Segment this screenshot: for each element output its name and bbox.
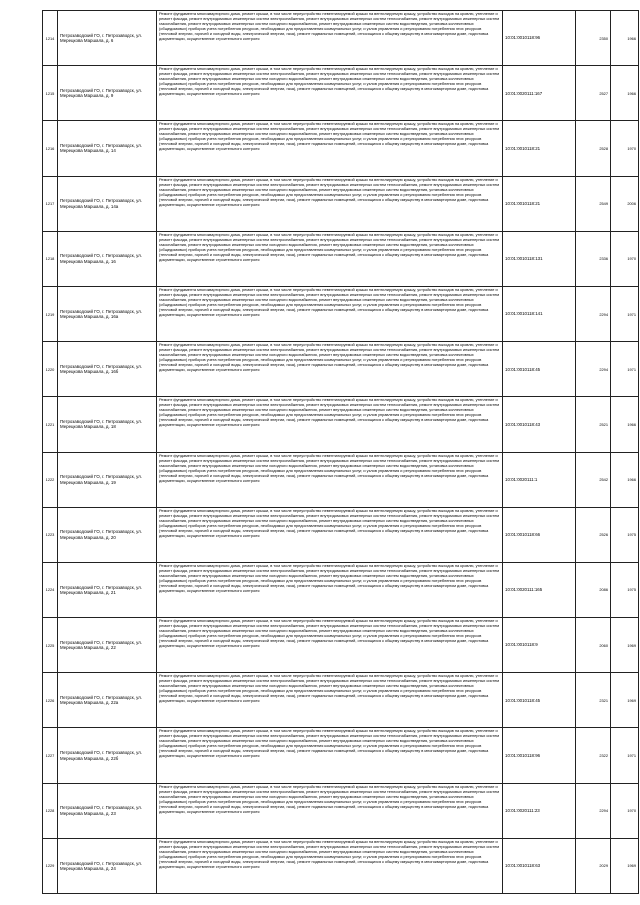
address-cell bbox=[58, 507, 157, 562]
area-cell bbox=[576, 562, 611, 617]
row-number: 1219 bbox=[45, 311, 55, 317]
address-text: Петрозаводский ГО, г. Петрозаводск, ул. Мерецкова Маршала, д. 24 bbox=[60, 860, 143, 871]
table-row bbox=[43, 507, 639, 562]
cadastral-number: 10:01:0010118:21 bbox=[505, 200, 541, 206]
year-value: 1970 bbox=[627, 256, 636, 262]
address-text: Петрозаводский ГО, г. Петрозаводск, ул. Мерецкова Маршала, д. 14а bbox=[60, 198, 143, 209]
year-value: 1971 bbox=[627, 753, 636, 759]
area-cell bbox=[576, 397, 611, 452]
works-cell bbox=[157, 507, 503, 562]
cadastral-cell bbox=[503, 507, 576, 562]
area-cell bbox=[576, 507, 611, 562]
year-cell bbox=[611, 397, 639, 452]
works-cell bbox=[157, 673, 503, 728]
year-cell bbox=[611, 507, 639, 562]
works-cell bbox=[157, 618, 503, 673]
works-cell bbox=[157, 728, 503, 783]
works-text: Ремонт фундамента многоквартирного дома, ремонт крыши, в том числе переустройство невентилируемой крыши на вентилируемую крышу, устройство выходов на кровлю, утепление и ремонт фасада, ремонт внутридомовых инженерных систем электроснабжения, ремонт внутридомовых инженерных систем теплоснабжения, ремонт внутридомовых инженерных систем газоснабжения, ремонт внутридомовых инженерных систем холодного водоснабжения, ремонт внутридомовых инженерных систем водоотведения, установка коллективных (общедомовых) приборов учета потребления ресурсов, необходимых для предоставления коммунальных услуг, и узлов управления и регулирования потребления этих ресурсов (тепловой энергии, горячей и холодной воды, электрической энергии, газа), ремонт подвальных помещений, относящихся к общему имуществу в многоквартирном доме, подготовка документации, осуществление строительного контроля bbox=[159, 673, 500, 704]
row-number: 1228 bbox=[45, 808, 55, 814]
works-cell bbox=[157, 176, 503, 231]
area-value: 2521 bbox=[599, 421, 608, 427]
area-cell bbox=[576, 838, 611, 893]
cadastral-number: 10:01:0020111:23 bbox=[505, 808, 540, 814]
area-value: 2322 bbox=[599, 753, 608, 759]
cadastral-number: 10:01:0010118:45 bbox=[505, 366, 541, 372]
works-cell bbox=[157, 286, 503, 341]
row-number: 1217 bbox=[45, 201, 55, 207]
address-text: Петрозаводский ГО, г. Петрозаводск, ул. Мерецкова Маршала, д. 9 bbox=[60, 87, 143, 99]
cadastral-cell bbox=[503, 231, 576, 286]
address-text: Петрозаводский ГО, г. Петрозаводск, ул. Мерецкова Маршала, д. 6 bbox=[60, 32, 143, 44]
year-value: 1966 bbox=[627, 35, 636, 41]
works-text: Ремонт фундамента многоквартирного дома, ремонт крыши, в том числе переустройство невентилируемой крыши на вентилируемую крышу, устройство выходов на кровлю, утепление и ремонт фасада, ремонт внутридомовых инженерных систем электроснабжения, ремонт внутридомовых инженерных систем теплоснабжения, ремонт внутридомовых инженерных систем газоснабжения, ремонт внутридомовых инженерных систем холодного водоснабжения, ремонт внутридомовых инженерных систем водоотведения, установка коллективных (общедомовых) приборов учета потребления ресурсов, необходимых для предоставления коммунальных услуг, и узлов управления и регулирования потребления этих ресурсов (тепловой энергии, горячей и холодной воды, электрической энергии, газа), ремонт подвальных помещений, относящихся к общему имуществу в многоквартирном доме, подготовка документации, осуществление строительного контроля bbox=[159, 452, 500, 483]
cadastral-number: 10:01:0020111:165 bbox=[505, 587, 543, 593]
address-text: Петрозаводский ГО, г. Петрозаводск, ул. Мерецкова Маршала, д. 16б bbox=[60, 363, 143, 375]
works-text: Ремонт фундамента многоквартирного дома, ремонт крыши, в том числе переустройство невентилируемой крыши на вентилируемую крышу, устройство выходов на кровлю, утепление и ремонт фасада, ремонт внутридомовых инженерных систем электроснабжения, ремонт внутридомовых инженерных систем теплоснабжения, ремонт внутридомовых инженерных систем газоснабжения, ремонт внутридомовых инженерных систем холодного водоснабжения, ремонт внутридомовых инженерных систем водоотведения, установка коллективных (общедомовых) приборов учета потребления ресурсов, необходимых для предоставления коммунальных услуг, и узлов управления и регулирования потребления этих ресурсов (тепловой энергии, горячей и холодной воды, электрической энергии, газа), ремонт подвальных помещений, относящихся к общему имуществу в многоквартирном доме, подготовка документации, осуществление строительного контроля bbox=[159, 562, 500, 593]
cadastral-number: 10:01:0010118:96 bbox=[505, 35, 541, 41]
address-text: Петрозаводский ГО, г. Петрозаводск, ул. Мерецкова Маршала, д. 21 bbox=[60, 584, 143, 595]
area-cell bbox=[576, 176, 611, 231]
area-cell bbox=[576, 342, 611, 397]
area-value: 2294 bbox=[599, 808, 608, 814]
year-value: 1971 bbox=[627, 311, 636, 317]
cadastral-number: 10:01:0010118:63 bbox=[505, 863, 541, 869]
row-number-cell bbox=[43, 452, 58, 507]
year-value: 1970 bbox=[627, 808, 636, 814]
row-number-cell bbox=[43, 783, 58, 838]
cadastral-cell bbox=[503, 452, 576, 507]
table-row bbox=[43, 397, 639, 452]
address-cell bbox=[58, 397, 157, 452]
row-number: 1224 bbox=[45, 587, 55, 593]
register-table-body bbox=[43, 11, 639, 894]
address-text: Петрозаводский ГО, г. Петрозаводск, ул. Мерецкова Маршала, д. 16а bbox=[60, 308, 143, 320]
address-cell bbox=[58, 783, 157, 838]
row-number-cell bbox=[43, 397, 58, 452]
year-cell bbox=[611, 286, 639, 341]
row-number-cell bbox=[43, 231, 58, 286]
year-value: 1969 bbox=[627, 697, 636, 703]
year-cell bbox=[611, 452, 639, 507]
year-cell bbox=[611, 618, 639, 673]
area-value: 2321 bbox=[599, 697, 608, 703]
row-number-cell bbox=[43, 507, 58, 562]
year-value: 1970 bbox=[627, 145, 636, 151]
row-number: 1229 bbox=[45, 863, 55, 869]
address-cell bbox=[58, 452, 157, 507]
table-row bbox=[43, 11, 639, 66]
address-cell bbox=[58, 121, 157, 176]
works-text: Ремонт фундамента многоквартирного дома, ремонт крыши, в том числе переустройство невентилируемой крыши на вентилируемую крышу, устройство выходов на кровлю, утепление и ремонт фасада, ремонт внутридомовых инженерных систем электроснабжения, ремонт внутридомовых инженерных систем теплоснабжения, ремонт внутридомовых инженерных систем газоснабжения, ремонт внутридомовых инженерных систем холодного водоснабжения, ремонт внутридомовых инженерных систем водоотведения, установка коллективных (общедомовых) приборов учета потребления ресурсов, необходимых для предоставления коммунальных услуг, и узлов управления и регулирования потребления этих ресурсов (тепловой энергии, горячей и холодной воды, электрической энергии, газа), ремонт подвальных помещений, относящихся к общему имуществу в многоквартирном доме, подготовка документации, осуществление строительного контроля bbox=[159, 618, 500, 649]
address-cell bbox=[58, 728, 157, 783]
row-number: 1214 bbox=[45, 35, 55, 41]
area-cell bbox=[576, 231, 611, 286]
table-row bbox=[43, 618, 639, 673]
row-number-cell bbox=[43, 673, 58, 728]
year-cell bbox=[611, 121, 639, 176]
year-cell bbox=[611, 176, 639, 231]
row-number-cell bbox=[43, 728, 58, 783]
area-value: 2029 bbox=[599, 863, 608, 869]
area-value: 2528 bbox=[599, 145, 608, 151]
cadastral-cell bbox=[503, 618, 576, 673]
address-cell bbox=[58, 231, 157, 286]
cadastral-cell bbox=[503, 11, 576, 66]
year-value: 1969 bbox=[627, 863, 636, 869]
area-value: 2549 bbox=[599, 201, 608, 207]
works-text: Ремонт фундамента многоквартирного дома, ремонт крыши, в том числе переустройство невентилируемой крыши на вентилируемую крышу, устройство выходов на кровлю, утепление и ремонт фасада, ремонт внутридомовых инженерных систем электроснабжения, ремонт внутридомовых инженерных систем теплоснабжения, ремонт внутридомовых инженерных систем газоснабжения, ремонт внутридомовых инженерных систем холодного водоснабжения, ремонт внутридомовых инженерных систем водоотведения, установка коллективных (общедомовых) приборов учета потребления ресурсов, необходимых для предоставления коммунальных услуг, и узлов управления и регулирования потребления этих ресурсов (тепловой энергии, горячей и холодной воды, электрической энергии, газа), ремонт подвальных помещений, относящихся к общему имуществу в многоквартирном доме, подготовка документации, осуществление строительного контроля bbox=[159, 397, 500, 428]
cadastral-number: 10:01:0020111:1 bbox=[505, 476, 538, 482]
works-text: Ремонт фундамента многоквартирного дома, ремонт крыши, в том числе переустройство невентилируемой крыши на вентилируемую крышу, устройство выходов на кровлю, утепление и ремонт фасада, ремонт внутридомовых инженерных систем электроснабжения, ремонт внутридомовых инженерных систем теплоснабжения, ремонт внутридомовых инженерных систем газоснабжения, ремонт внутридомовых инженерных систем холодного водоснабжения, ремонт внутридомовых инженерных систем водоотведения, установка коллективных (общедомовых) приборов учета потребления ресурсов, необходимых для предоставления коммунальных услуг, и узлов управления и регулирования потребления этих ресурсов (тепловой энергии, горячей и холодной воды, электрической энергии, газа), ремонт подвальных помещений, относящихся к общему имуществу в многоквартирном доме, подготовка документации, осуществление строительного контроля bbox=[159, 507, 500, 538]
area-value: 2350 bbox=[599, 35, 608, 41]
row-number-cell bbox=[43, 838, 58, 893]
address-text: Петрозаводский ГО, г. Петрозаводск, ул. Мерецкова Маршала, д. 18 bbox=[60, 419, 143, 430]
address-text: Петрозаводский ГО, г. Петрозаводск, ул. Мерецкова Маршала, д. 22 bbox=[60, 639, 143, 651]
cadastral-number: 10:01:0010118:43 bbox=[505, 421, 541, 427]
works-text: Ремонт фундамента многоквартирного дома, ремонт крыши, в том числе переустройство невентилируемой крыши на вентилируемую крышу, устройство выходов на кровлю, утепление и ремонт фасада, ремонт внутридомовых инженерных систем электроснабжения, ремонт внутридомовых инженерных систем теплоснабжения, ремонт внутридомовых инженерных систем газоснабжения, ремонт внутридомовых инженерных систем холодного водоснабжения, ремонт внутридомовых инженерных систем водоотведения, установка коллективных (общедомовых) приборов учета потребления ресурсов, необходимых для предоставления коммунальных услуг, и узлов управления и регулирования потребления этих ресурсов (тепловой энергии, горячей и холодной воды, электрической энергии, газа), ремонт подвальных помещений, относящихся к общему имуществу в многоквартирном доме, подготовка документации, осуществление строительного контроля bbox=[159, 231, 500, 262]
area-cell bbox=[576, 11, 611, 66]
row-number-cell bbox=[43, 66, 58, 121]
row-number: 1218 bbox=[45, 256, 55, 262]
row-number-cell bbox=[43, 121, 58, 176]
row-number-cell bbox=[43, 286, 58, 341]
address-text: Петрозаводский ГО, г. Петрозаводск, ул. Мерецкова Маршала, д. 16 bbox=[60, 253, 143, 264]
row-number: 1216 bbox=[45, 145, 55, 151]
works-cell bbox=[157, 11, 503, 66]
address-cell bbox=[58, 838, 157, 893]
cadastral-cell bbox=[503, 783, 576, 838]
year-value: 1971 bbox=[627, 366, 636, 372]
year-cell bbox=[611, 783, 639, 838]
cadastral-number: 10:01:0010118:131 bbox=[505, 256, 543, 262]
area-cell bbox=[576, 618, 611, 673]
area-cell bbox=[576, 66, 611, 121]
address-cell bbox=[58, 66, 157, 121]
cadastral-cell bbox=[503, 397, 576, 452]
year-value: 2006 bbox=[627, 201, 636, 207]
address-cell bbox=[58, 562, 157, 617]
area-cell bbox=[576, 452, 611, 507]
cadastral-cell bbox=[503, 66, 576, 121]
row-number: 1226 bbox=[45, 697, 55, 703]
area-cell bbox=[576, 121, 611, 176]
area-value: 2086 bbox=[599, 587, 608, 593]
row-number: 1222 bbox=[45, 477, 55, 483]
table-row bbox=[43, 452, 639, 507]
register-sheet bbox=[42, 10, 636, 894]
cadastral-cell bbox=[503, 176, 576, 231]
row-number: 1220 bbox=[45, 366, 55, 372]
area-cell bbox=[576, 783, 611, 838]
row-number: 1225 bbox=[45, 642, 55, 648]
row-number-cell bbox=[43, 562, 58, 617]
row-number: 1215 bbox=[45, 90, 55, 96]
table-row bbox=[43, 231, 639, 286]
area-value: 2542 bbox=[599, 477, 608, 483]
row-number-cell bbox=[43, 618, 58, 673]
works-text: Ремонт фундамента многоквартирного дома, ремонт крыши, в том числе переустройство невентилируемой крыши на вентилируемую крышу, устройство выходов на кровлю, утепление и ремонт фасада, ремонт внутридомовых инженерных систем электроснабжения, ремонт внутридомовых инженерных систем теплоснабжения, ремонт внутридомовых инженерных систем газоснабжения, ремонт внутридомовых инженерных систем холодного водоснабжения, ремонт внутридомовых инженерных систем водоотведения, установка коллективных (общедомовых) приборов учета потребления ресурсов, необходимых для предоставления коммунальных услуг, и узлов управления и регулирования потребления этих ресурсов (тепловой энергии, горячей и холодной воды, электрической энергии, газа), ремонт подвальных помещений, относящихся к общему имуществу в многоквартирном доме, подготовка документации, осуществление строительного контроля bbox=[159, 176, 500, 207]
cadastral-cell bbox=[503, 562, 576, 617]
works-text: Ремонт фундамента многоквартирного дома, ремонт крыши, в том числе переустройство невентилируемой крыши на вентилируемую крышу, устройство выходов на кровлю, утепление и ремонт фасада, ремонт внутридомовых инженерных систем электроснабжения, ремонт внутридомовых инженерных систем теплоснабжения, ремонт внутридомовых инженерных систем газоснабжения, ремонт внутридомовых инженерных систем холодного водоснабжения, ремонт внутридомовых инженерных систем водоотведения, установка коллективных (общедомовых) приборов учета потребления ресурсов, необходимых для предоставления коммунальных услуг, и узлов управления и регулирования потребления этих ресурсов (тепловой энергии, горячей и холодной воды, электрической энергии, газа), ремонт подвальных помещений, относящихся к общему имуществу в многоквартирном доме, подготовка документации, осуществление строительного контроля bbox=[159, 728, 500, 759]
year-cell bbox=[611, 673, 639, 728]
row-number-cell bbox=[43, 176, 58, 231]
year-value: 1966 bbox=[627, 421, 636, 427]
address-cell bbox=[58, 673, 157, 728]
year-cell bbox=[611, 66, 639, 121]
address-text: Петрозаводский ГО, г. Петрозаводск, ул. Мерецкова Маршала, д. 22а bbox=[60, 694, 143, 706]
works-cell bbox=[157, 397, 503, 452]
area-value: 2526 bbox=[599, 532, 608, 538]
works-cell bbox=[157, 66, 503, 121]
cadastral-number: 10:01:0010118:45 bbox=[505, 697, 541, 703]
works-cell bbox=[157, 783, 503, 838]
year-cell bbox=[611, 231, 639, 286]
address-text: Петрозаводский ГО, г. Петрозаводск, ул. Мерецкова Маршала, д. 23 bbox=[60, 805, 143, 816]
year-value: 1975 bbox=[627, 532, 636, 538]
year-cell bbox=[611, 838, 639, 893]
year-value: 1975 bbox=[627, 587, 636, 593]
row-number: 1223 bbox=[45, 532, 55, 538]
year-value: 1966 bbox=[627, 90, 636, 96]
address-text: Петрозаводский ГО, г. Петрозаводск, ул. Мерецкова Маршала, д. 20 bbox=[60, 529, 143, 540]
table-row bbox=[43, 728, 639, 783]
works-cell bbox=[157, 231, 503, 286]
cadastral-number: 10:01:0020111:167 bbox=[505, 90, 543, 96]
table-row bbox=[43, 342, 639, 397]
area-cell bbox=[576, 286, 611, 341]
works-text: Ремонт фундамента многоквартирного дома, ремонт крыши, в том числе переустройство невентилируемой крыши на вентилируемую крышу, устройство выходов на кровлю, утепление и ремонт фасада, ремонт внутридомовых инженерных систем электроснабжения, ремонт внутридомовых инженерных систем теплоснабжения, ремонт внутридомовых инженерных систем газоснабжения, ремонт внутридомовых инженерных систем холодного водоснабжения, ремонт внутридомовых инженерных систем водоотведения, установка коллективных (общедомовых) приборов учета потребления ресурсов, необходимых для предоставления коммунальных услуг, и узлов управления и регулирования потребления этих ресурсов (тепловой энергии, горячей и холодной воды, электрической энергии, газа), ремонт подвальных помещений, относящихся к общему имуществу в многоквартирном доме, подготовка документации, осуществление строительного контроля bbox=[159, 66, 500, 97]
year-value: 1966 bbox=[627, 477, 636, 483]
works-text: Ремонт фундамента многоквартирного дома, ремонт крыши, в том числе переустройство невентилируемой крыши на вентилируемую крышу, устройство выходов на кровлю, утепление и ремонт фасада, ремонт внутридомовых инженерных систем электроснабжения, ремонт внутридомовых инженерных систем теплоснабжения, ремонт внутридомовых инженерных систем газоснабжения, ремонт внутридомовых инженерных систем холодного водоснабжения, ремонт внутридомовых инженерных систем водоотведения, установка коллективных (общедомовых) приборов учета потребления ресурсов, необходимых для предоставления коммунальных услуг, и узлов управления и регулирования потребления этих ресурсов (тепловой энергии, горячей и холодной воды, электрической энергии, газа), ремонт подвальных помещений, относящихся к общему имуществу в многоквартирном доме, подготовка документации, осуществление строительного контроля bbox=[159, 286, 500, 317]
cadastral-number: 10:01:0010118:21 bbox=[505, 145, 541, 151]
table-row bbox=[43, 673, 639, 728]
year-cell bbox=[611, 728, 639, 783]
cadastral-number: 10:01:0010118:96 bbox=[505, 752, 541, 758]
table-row bbox=[43, 66, 639, 121]
table-row bbox=[43, 121, 639, 176]
works-text: Ремонт фундамента многоквартирного дома, ремонт крыши, в том числе переустройство невентилируемой крыши на вентилируемую крышу, устройство выходов на кровлю, утепление и ремонт фасада, ремонт внутридомовых инженерных систем электроснабжения, ремонт внутридомовых инженерных систем теплоснабжения, ремонт внутридомовых инженерных систем газоснабжения, ремонт внутридомовых инженерных систем холодного водоснабжения, ремонт внутридомовых инженерных систем водоотведения, установка коллективных (общедомовых) приборов учета потребления ресурсов, необходимых для предоставления коммунальных услуг, и узлов управления и регулирования потребления этих ресурсов (тепловой энергии, горячей и холодной воды, электрической энергии, газа), ремонт подвальных помещений, относящихся к общему имуществу в многоквартирном доме, подготовка документации, осуществление строительного контроля bbox=[159, 121, 500, 152]
row-number: 1227 bbox=[45, 753, 55, 759]
year-cell bbox=[611, 562, 639, 617]
works-cell bbox=[157, 121, 503, 176]
row-number: 1221 bbox=[45, 421, 55, 427]
area-value: 2060 bbox=[599, 642, 608, 648]
works-text: Ремонт фундамента многоквартирного дома, ремонт крыши, в том числе переустройство невентилируемой крыши на вентилируемую крышу, устройство выходов на кровлю, утепление и ремонт фасада, ремонт внутридомовых инженерных систем электроснабжения, ремонт внутридомовых инженерных систем теплоснабжения, ремонт внутридомовых инженерных систем газоснабжения, ремонт внутридомовых инженерных систем холодного водоснабжения, ремонт внутридомовых инженерных систем водоотведения, установка коллективных (общедомовых) приборов учета потребления ресурсов, необходимых для предоставления коммунальных услуг, и узлов управления и регулирования потребления этих ресурсов (тепловой энергии, горячей и холодной воды, электрической энергии, газа), ремонт подвальных помещений, относящихся к общему имуществу в многоквартирном доме, подготовка документации, осуществление строительного контроля bbox=[159, 783, 500, 814]
year-cell bbox=[611, 342, 639, 397]
table-row bbox=[43, 176, 639, 231]
cadastral-number: 10:01:0010118:9 bbox=[505, 642, 538, 648]
table-row bbox=[43, 286, 639, 341]
area-value: 2294 bbox=[599, 366, 608, 372]
cadastral-cell bbox=[503, 286, 576, 341]
register-table bbox=[42, 10, 639, 894]
address-text: Петрозаводский ГО, г. Петрозаводск, ул. Мерецкова Маршала, д. 14 bbox=[60, 143, 143, 154]
works-cell bbox=[157, 838, 503, 893]
cadastral-cell bbox=[503, 728, 576, 783]
works-cell bbox=[157, 452, 503, 507]
address-cell bbox=[58, 11, 157, 66]
works-text: Ремонт фундамента многоквартирного дома, ремонт крыши, в том числе переустройство невентилируемой крыши на вентилируемую крышу, устройство выходов на кровлю, утепление и ремонт фасада, ремонт внутридомовых инженерных систем электроснабжения, ремонт внутридомовых инженерных систем теплоснабжения, ремонт внутридомовых инженерных систем газоснабжения, ремонт внутридомовых инженерных систем холодного водоснабжения, ремонт внутридомовых инженерных систем водоотведения, установка коллективных (общедомовых) приборов учета потребления ресурсов, необходимых для предоставления коммунальных услуг, и узлов управления и регулирования потребления этих ресурсов (тепловой энергии, горячей и холодной воды, электрической энергии, газа), ремонт подвальных помещений, относящихся к общему имуществу в многоквартирном доме, подготовка документации, осуществление строительного контроля bbox=[159, 11, 500, 41]
works-text: Ремонт фундамента многоквартирного дома, ремонт крыши, в том числе переустройство невентилируемой крыши на вентилируемую крышу, устройство выходов на кровлю, утепление и ремонт фасада, ремонт внутридомовых инженерных систем электроснабжения, ремонт внутридомовых инженерных систем теплоснабжения, ремонт внутридомовых инженерных систем газоснабжения, ремонт внутридомовых инженерных систем холодного водоснабжения, ремонт внутридомовых инженерных систем водоотведения, установка коллективных (общедомовых) приборов учета потребления ресурсов, необходимых для предоставления коммунальных услуг, и узлов управления и регулирования потребления этих ресурсов (тепловой энергии, горячей и холодной воды, электрической энергии, газа), ремонт подвальных помещений, относящихся к общему имуществу в многоквартирном доме, подготовка документации, осуществление строительного контроля bbox=[159, 838, 500, 869]
table-row bbox=[43, 838, 639, 893]
address-cell bbox=[58, 286, 157, 341]
table-row bbox=[43, 562, 639, 617]
works-cell bbox=[157, 342, 503, 397]
area-cell bbox=[576, 673, 611, 728]
area-value: 2336 bbox=[599, 256, 608, 262]
area-value: 2527 bbox=[599, 90, 608, 96]
address-text: Петрозаводский ГО, г. Петрозаводск, ул. Мерецкова Маршала, д. 22б bbox=[60, 750, 143, 761]
cadastral-number: 10:01:0010118:66 bbox=[505, 532, 541, 538]
cadastral-cell bbox=[503, 673, 576, 728]
year-cell bbox=[611, 11, 639, 66]
address-cell bbox=[58, 342, 157, 397]
cadastral-cell bbox=[503, 838, 576, 893]
address-cell bbox=[58, 618, 157, 673]
cadastral-cell bbox=[503, 342, 576, 397]
row-number-cell bbox=[43, 342, 58, 397]
address-text: Петрозаводский ГО, г. Петрозаводск, ул. Мерецкова Маршала, д. 19 bbox=[60, 474, 143, 485]
year-value: 1969 bbox=[627, 642, 636, 648]
area-cell bbox=[576, 728, 611, 783]
area-value: 2294 bbox=[599, 311, 608, 317]
table-row bbox=[43, 783, 639, 838]
row-number-cell bbox=[43, 11, 58, 66]
cadastral-cell bbox=[503, 121, 576, 176]
works-text: Ремонт фундамента многоквартирного дома, ремонт крыши, в том числе переустройство невентилируемой крыши на вентилируемую крышу, устройство выходов на кровлю, утепление и ремонт фасада, ремонт внутридомовых инженерных систем электроснабжения, ремонт внутридомовых инженерных систем теплоснабжения, ремонт внутридомовых инженерных систем газоснабжения, ремонт внутридомовых инженерных систем холодного водоснабжения, ремонт внутридомовых инженерных систем водоотведения, установка коллективных (общедомовых) приборов учета потребления ресурсов, необходимых для предоставления коммунальных услуг, и узлов управления и регулирования потребления этих ресурсов (тепловой энергии, горячей и холодной воды, электрической энергии, газа), ремонт подвальных помещений, относящихся к общему имуществу в многоквартирном доме, подготовка документации, осуществление строительного контроля bbox=[159, 342, 500, 373]
address-cell bbox=[58, 176, 157, 231]
cadastral-number: 10:01:0010118:141 bbox=[505, 311, 543, 317]
works-cell bbox=[157, 562, 503, 617]
